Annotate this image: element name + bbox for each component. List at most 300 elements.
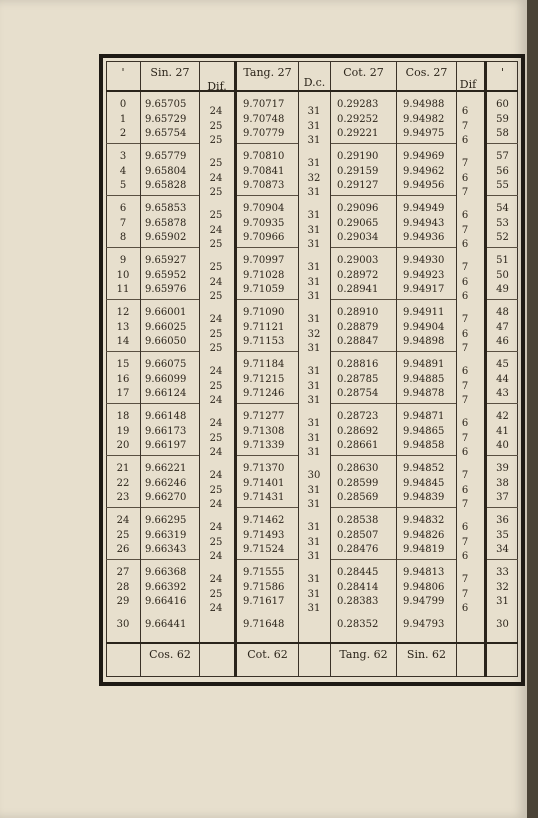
dif-value: 24	[209, 522, 223, 533]
group-rule	[106, 247, 140, 248]
dc-value: 31	[307, 447, 321, 458]
cos-value: 9.94898	[403, 336, 445, 347]
tang-value: 9.70904	[243, 203, 285, 214]
group-rule	[331, 559, 396, 560]
dc-value: 31	[307, 187, 321, 198]
group-rule	[106, 351, 140, 352]
dif-right-value: 6	[461, 172, 469, 184]
sin-value: 9.65705	[145, 99, 187, 110]
sin-value: 9.66197	[145, 440, 187, 451]
minute-cell: 7	[119, 217, 127, 229]
dif-right-value: 7	[461, 224, 469, 236]
dif-value: 25	[209, 120, 223, 132]
group-rule	[237, 247, 298, 248]
dc-value: 31	[307, 224, 321, 236]
dif-right-value: 7	[461, 314, 469, 325]
col-divider	[140, 61, 141, 677]
dif-value: 24	[209, 418, 223, 429]
cos-value: 9.94813	[403, 567, 445, 578]
dif-value: 25	[209, 380, 223, 392]
group-rule	[106, 403, 140, 404]
cot-value: 0.28445	[337, 567, 379, 578]
group-rule	[331, 299, 396, 300]
dif-value: 25	[209, 343, 223, 354]
dc-value: 31	[307, 276, 321, 288]
tang-value: 9.71370	[243, 463, 285, 474]
dif-right-value: 7	[461, 343, 469, 354]
sin-value: 9.65976	[145, 284, 187, 295]
cot-value: 0.28847	[337, 336, 379, 347]
sin-value: 9.65853	[145, 203, 187, 214]
sin-value: 9.65779	[145, 151, 187, 162]
cot-value: 0.28599	[337, 477, 379, 489]
dif-value: 24	[209, 447, 223, 458]
tang-value: 9.70935	[243, 217, 285, 229]
group-rule	[106, 195, 140, 196]
dif-right-value: 7	[461, 470, 469, 481]
tang-value: 9.71462	[243, 515, 285, 526]
group-rule	[397, 299, 456, 300]
group-rule	[141, 195, 199, 196]
cos-value: 9.94865	[403, 425, 445, 437]
dif-right-value: 6	[461, 484, 469, 496]
group-rule	[141, 351, 199, 352]
footer-tang: Tang. 62	[339, 648, 388, 661]
cos-value: 9.94839	[403, 492, 445, 503]
group-rule	[106, 559, 140, 560]
dif-right-value: 6	[461, 276, 469, 288]
cos-value: 9.94845	[403, 477, 445, 489]
group-rule	[331, 195, 396, 196]
dif-value: 25	[209, 210, 223, 221]
cot-value: 0.28507	[337, 529, 379, 541]
dc-value: 32	[307, 172, 321, 184]
group-rule	[331, 403, 396, 404]
header-dif: Dif.	[207, 80, 227, 93]
minute-cell: 2	[119, 128, 127, 139]
dif-right-value: 6	[461, 447, 469, 458]
tang-value: 9.71028	[243, 269, 285, 281]
dif-right-value: 7	[461, 574, 469, 585]
cot-value: 0.28352	[337, 619, 379, 630]
minute-cell-right: 53	[496, 217, 509, 229]
tang-value: 9.71277	[243, 411, 285, 422]
dif-value: 25	[209, 484, 223, 496]
dif-value: 25	[209, 135, 223, 146]
sin-value: 9.66173	[145, 425, 187, 437]
group-rule	[141, 507, 199, 508]
tang-value: 9.70966	[243, 232, 285, 243]
tang-value: 9.71431	[243, 492, 285, 503]
dif-value: 24	[209, 551, 223, 562]
dif-value: 24	[209, 314, 223, 325]
dif-value: 25	[209, 291, 223, 302]
tang-value: 9.71555	[243, 567, 285, 578]
tang-value: 9.71308	[243, 425, 285, 437]
minute-cell: 17	[116, 388, 130, 399]
minute-cell: 27	[116, 567, 130, 578]
cos-value: 9.94911	[403, 307, 445, 318]
minute-cell: 4	[119, 165, 127, 177]
cot-value: 0.28910	[337, 307, 379, 318]
col-divider	[199, 61, 200, 677]
cot-value: 0.29283	[337, 99, 379, 110]
minute-cell: 26	[116, 544, 130, 555]
minute-cell-right: 45	[496, 359, 509, 370]
dif-value: 24	[209, 172, 223, 184]
cos-value: 9.94988	[403, 99, 445, 110]
dc-value: 31	[307, 106, 321, 117]
group-rule	[487, 195, 518, 196]
cot-value: 0.28476	[337, 544, 379, 555]
dc-value: 31	[307, 314, 321, 325]
dc-value: 31	[307, 262, 321, 273]
minute-cell: 28	[116, 581, 130, 593]
group-rule	[397, 351, 456, 352]
minute-cell: 3	[119, 151, 127, 162]
tang-value: 9.71215	[243, 373, 285, 385]
group-rule	[237, 299, 298, 300]
dif-value: 25	[209, 262, 223, 273]
minute-cell: 20	[116, 440, 130, 451]
dif-value: 24	[209, 106, 223, 117]
group-rule	[487, 143, 518, 144]
cos-value: 9.94891	[403, 359, 445, 370]
header-dc: D.c.	[303, 76, 326, 89]
group-rule	[397, 143, 456, 144]
cos-value: 9.94806	[403, 581, 445, 593]
dif-right-value: 7	[461, 536, 469, 548]
minute-cell: 25	[116, 529, 130, 541]
group-rule	[141, 559, 199, 560]
minute-cell-right: 48	[496, 307, 509, 318]
tang-value: 9.71648	[243, 619, 285, 630]
dc-value: 31	[307, 343, 321, 354]
dif-right-value: 7	[461, 380, 469, 392]
cot-value: 0.28941	[337, 284, 379, 295]
sin-value: 9.65828	[145, 180, 187, 191]
header-cot: Cot. 27	[343, 66, 384, 79]
sin-value: 9.65804	[145, 165, 187, 177]
dc-value: 30	[307, 470, 321, 481]
tang-value: 9.70810	[243, 151, 285, 162]
group-rule	[237, 559, 298, 560]
dc-value: 31	[307, 432, 321, 444]
tang-value: 9.71090	[243, 307, 285, 318]
footer-rule	[106, 642, 518, 644]
dif-value: 25	[209, 187, 223, 198]
minute-cell: 8	[119, 232, 127, 243]
dif-right-value: 6	[461, 210, 469, 221]
dc-value: 31	[307, 603, 321, 614]
tang-value: 9.70779	[243, 128, 285, 139]
minute-cell: 6	[119, 203, 127, 214]
dif-value: 24	[209, 276, 223, 288]
dif-right-value: 7	[461, 499, 469, 510]
minute-cell-right: 56	[496, 165, 509, 177]
sin-value: 9.66270	[145, 492, 187, 503]
dc-value: 31	[307, 135, 321, 146]
minute-cell: 15	[116, 359, 130, 370]
sin-value: 9.66148	[145, 411, 187, 422]
cot-value: 0.29127	[337, 180, 379, 191]
dif-value: 25	[209, 158, 223, 169]
cot-value: 0.28569	[337, 492, 379, 503]
dc-value: 31	[307, 522, 321, 533]
minute-cell: 22	[116, 477, 130, 489]
group-rule	[397, 195, 456, 196]
group-rule	[141, 247, 199, 248]
group-rule	[106, 143, 140, 144]
minute-cell: 29	[116, 596, 130, 607]
dif-value: 24	[209, 574, 223, 585]
dif-right-value: 6	[461, 551, 469, 562]
dc-value: 31	[307, 588, 321, 600]
cot-value: 0.29252	[337, 113, 379, 125]
cos-value: 9.94969	[403, 151, 445, 162]
sin-value: 9.66075	[145, 359, 187, 370]
group-rule	[237, 351, 298, 352]
minute-cell-right: 47	[496, 321, 509, 333]
minute-cell-right: 37	[496, 492, 509, 503]
minute-cell: 10	[116, 269, 130, 281]
minute-cell: 12	[116, 307, 130, 318]
group-rule	[331, 507, 396, 508]
minute-cell: 14	[116, 336, 130, 347]
sin-value: 9.66416	[145, 596, 187, 607]
group-rule	[397, 559, 456, 560]
group-rule	[106, 455, 140, 456]
cot-value: 0.29034	[337, 232, 379, 243]
dc-value: 31	[307, 574, 321, 585]
group-rule	[487, 559, 518, 560]
dc-value: 31	[307, 158, 321, 169]
cos-value: 9.94930	[403, 255, 445, 266]
tang-value: 9.71184	[243, 359, 285, 370]
minute-cell: 23	[116, 492, 130, 503]
dif-value: 25	[209, 588, 223, 600]
tang-value: 9.71153	[243, 336, 285, 347]
dif-value: 25	[209, 536, 223, 548]
minute-cell: 11	[116, 284, 130, 295]
sin-value: 9.66124	[145, 388, 187, 399]
group-rule	[487, 247, 518, 248]
sin-value: 9.65729	[145, 113, 187, 125]
tang-value: 9.71493	[243, 529, 285, 541]
dc-value: 31	[307, 380, 321, 392]
minute-cell-right: 34	[496, 544, 509, 555]
minute-cell: 24	[116, 515, 130, 526]
cot-value: 0.29096	[337, 203, 379, 214]
minute-cell-right: 44	[496, 373, 509, 385]
dc-value: 31	[307, 120, 321, 132]
cos-value: 9.94871	[403, 411, 445, 422]
page-edge	[527, 0, 538, 818]
dif-right-value: 7	[461, 262, 469, 273]
group-rule	[237, 507, 298, 508]
minute-cell-right: 55	[496, 180, 509, 191]
sin-value: 9.66025	[145, 321, 187, 333]
cos-value: 9.94793	[403, 619, 445, 630]
tang-value: 9.70873	[243, 180, 285, 191]
group-rule	[331, 351, 396, 352]
minute-cell-right: 41	[496, 425, 509, 437]
minute-cell-right: 39	[496, 463, 509, 474]
dif-right-value: 7	[461, 120, 469, 132]
tang-value: 9.70748	[243, 113, 285, 125]
dif-value: 24	[209, 603, 223, 614]
cot-value: 0.29065	[337, 217, 379, 229]
cot-value: 0.28723	[337, 411, 379, 422]
cos-value: 9.94917	[403, 284, 445, 295]
dc-value: 31	[307, 499, 321, 510]
footer-sin: Sin. 62	[406, 648, 447, 661]
header-dif-right: Dif	[459, 78, 477, 91]
cos-value: 9.94858	[403, 440, 445, 451]
tang-value: 9.71121	[243, 321, 285, 333]
cot-value: 0.28754	[337, 388, 379, 399]
minute-cell-right: 30	[496, 619, 509, 630]
group-rule	[331, 455, 396, 456]
dif-right-value: 6	[461, 522, 469, 533]
minute-cell-right: 43	[496, 388, 509, 399]
cot-value: 0.28538	[337, 515, 379, 526]
col-divider	[330, 61, 331, 677]
cos-value: 9.94819	[403, 544, 445, 555]
minute-cell: 18	[116, 411, 130, 422]
cos-value: 9.94904	[403, 321, 445, 333]
dif-value: 24	[209, 395, 223, 406]
tang-value: 9.71524	[243, 544, 285, 555]
dc-value: 31	[307, 484, 321, 496]
group-rule	[487, 455, 518, 456]
sin-value: 9.66368	[145, 567, 187, 578]
sin-value: 9.65902	[145, 232, 187, 243]
dc-value: 32	[307, 328, 321, 340]
tang-value: 9.71617	[243, 596, 285, 607]
cot-value: 0.28692	[337, 425, 379, 437]
minute-cell: 21	[116, 463, 130, 474]
minute-cell-right: 46	[496, 336, 509, 347]
sin-value: 9.65927	[145, 255, 187, 266]
tang-value: 9.70717	[243, 99, 285, 110]
dif-value: 24	[209, 366, 223, 377]
cot-value: 0.29190	[337, 151, 379, 162]
group-rule	[106, 299, 140, 300]
minute-cell-right: 51	[496, 255, 509, 266]
cot-value: 0.28630	[337, 463, 379, 474]
dif-right-value: 6	[461, 366, 469, 377]
footer-cot: Cot. 62	[247, 648, 288, 661]
dif-right-value: 7	[461, 588, 469, 600]
sin-value: 9.66050	[145, 336, 187, 347]
footer-cos: Cos. 62	[149, 648, 191, 661]
cos-value: 9.94956	[403, 180, 445, 191]
tang-value: 9.71401	[243, 477, 285, 489]
dif-value: 25	[209, 239, 223, 250]
minute-cell-right: 60	[496, 99, 509, 110]
dif-value: 24	[209, 470, 223, 481]
sin-value: 9.66001	[145, 307, 187, 318]
group-rule	[237, 195, 298, 196]
dif-right-value: 7	[461, 158, 469, 169]
group-rule	[487, 403, 518, 404]
tang-value: 9.71246	[243, 388, 285, 399]
dc-value: 31	[307, 418, 321, 429]
dif-right-value: 6	[461, 106, 469, 117]
cos-value: 9.94982	[403, 113, 445, 125]
group-rule	[237, 143, 298, 144]
minute-cell: 30	[116, 619, 130, 630]
cot-value: 0.29003	[337, 255, 379, 266]
minute-cell-right: 49	[496, 284, 509, 295]
dc-value: 31	[307, 536, 321, 548]
sin-value: 9.66099	[145, 373, 187, 385]
minute-cell: 1	[119, 113, 127, 125]
cot-value: 0.29159	[337, 165, 379, 177]
cot-value: 0.28972	[337, 269, 379, 281]
minute-cell-right: 52	[496, 232, 509, 243]
minute-cell: 5	[119, 180, 127, 191]
minute-cell-right: 36	[496, 515, 509, 526]
dif-right-value: 6	[461, 291, 469, 302]
cot-value: 0.28661	[337, 440, 379, 451]
cos-value: 9.94943	[403, 217, 445, 229]
cot-value: 0.28383	[337, 596, 379, 607]
minute-cell: 9	[119, 255, 127, 266]
minute-cell: 13	[116, 321, 130, 333]
dc-value: 31	[307, 239, 321, 250]
cos-value: 9.94878	[403, 388, 445, 399]
group-rule	[487, 299, 518, 300]
tang-value: 9.70997	[243, 255, 285, 266]
group-rule	[331, 143, 396, 144]
dif-right-value: 6	[461, 328, 469, 340]
cot-value: 0.28414	[337, 581, 379, 593]
sin-value: 9.66246	[145, 477, 187, 489]
tang-value: 9.70841	[243, 165, 285, 177]
cos-value: 9.94962	[403, 165, 445, 177]
sin-value: 9.65754	[145, 128, 187, 139]
minute-cell-right: 59	[496, 113, 509, 125]
group-rule	[141, 299, 199, 300]
header-tang: Tang. 27	[243, 66, 292, 79]
minute-cell-right: 38	[496, 477, 509, 489]
minute-cell: 19	[116, 425, 130, 437]
cos-value: 9.94949	[403, 203, 445, 214]
sin-value: 9.65952	[145, 269, 187, 281]
group-rule	[237, 455, 298, 456]
cos-value: 9.94826	[403, 529, 445, 541]
cot-value: 0.29221	[337, 128, 379, 139]
sin-value: 9.66221	[145, 463, 187, 474]
sin-value: 9.66343	[145, 544, 187, 555]
sin-value: 9.66441	[145, 619, 187, 630]
group-rule	[397, 247, 456, 248]
minute-cell-right: 58	[496, 128, 509, 139]
group-rule	[141, 143, 199, 144]
group-rule	[141, 455, 199, 456]
col-divider	[234, 61, 237, 677]
group-rule	[237, 403, 298, 404]
minute-cell-right: 31	[496, 596, 509, 607]
dif-value: 24	[209, 499, 223, 510]
tang-value: 9.71339	[243, 440, 285, 451]
dc-value: 31	[307, 395, 321, 406]
cos-value: 9.94852	[403, 463, 445, 474]
dc-value: 31	[307, 366, 321, 377]
cot-value: 0.28785	[337, 373, 379, 385]
